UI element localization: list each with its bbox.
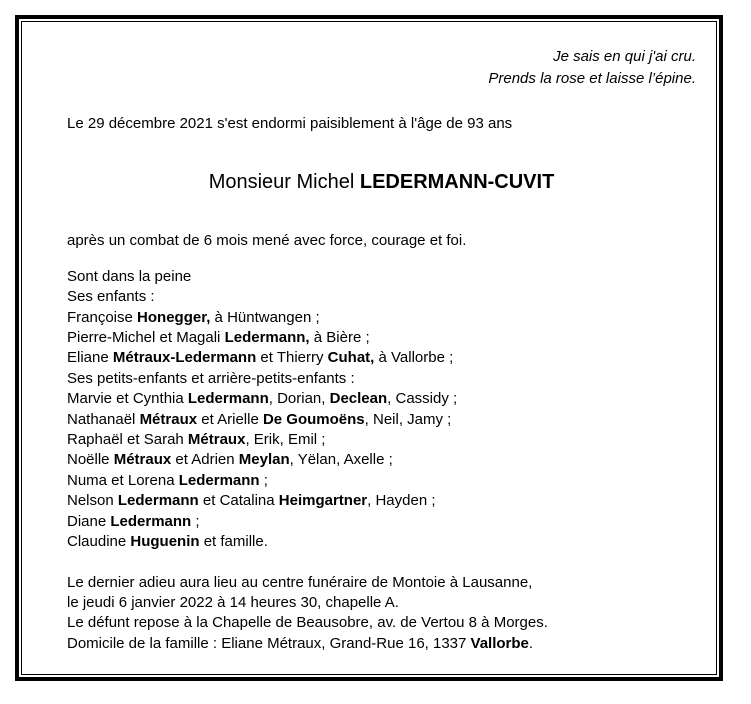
text-line: Marvie et Cynthia Ledermann, Dorian, Declean, Cassidy ; bbox=[67, 390, 458, 408]
text-line: Le dernier adieu aura lieu au centre funéraire de Montoie à Lausanne, bbox=[67, 573, 533, 591]
text-line: le jeudi 6 janvier 2022 à 14 heures 30, chapelle A. bbox=[67, 593, 399, 611]
inner-border-frame bbox=[21, 21, 717, 675]
text-line: Nathanaël Métraux et Arielle De Goumoëns, Neil, Jamy ; bbox=[67, 410, 452, 428]
combat-line: après un combat de 6 mois mené avec force, courage et foi. bbox=[67, 232, 467, 250]
text-line: Nelson Ledermann et Catalina Heimgartner, Hayden ; bbox=[67, 492, 436, 510]
text-line: Raphaël et Sarah Métraux, Erik, Emil ; bbox=[67, 431, 326, 449]
text-line: Pierre-Michel et Magali Ledermann, à Bière ; bbox=[67, 329, 370, 347]
text-line: Ses enfants : bbox=[67, 288, 155, 306]
text-line: Domicile de la famille : Eliane Métraux, Grand-Rue 16, 1337 Vallorbe. bbox=[67, 634, 534, 652]
epigraph bbox=[67, 46, 696, 90]
text-line: Noëlle Métraux et Adrien Meylan, Yëlan, Axelle ; bbox=[67, 451, 393, 469]
text-line: Sont dans la peine bbox=[67, 267, 192, 285]
family-list bbox=[67, 267, 696, 553]
text-line: Prends la rose et laisse l’épine. bbox=[488, 70, 696, 87]
death-announcement-line: Le 29 décembre 2021 s'est endormi paisiblement à l'âge de 93 ans bbox=[67, 115, 513, 132]
text-line: Diane Ledermann ; bbox=[67, 512, 200, 530]
text-line: Numa et Lorena Ledermann ; bbox=[67, 471, 268, 489]
text-line: Françoise Honegger, à Hüntwangen ; bbox=[67, 308, 320, 326]
text-line: Le défunt repose à la Chapelle de Beausobre, av. de Vertou 8 à Morges. bbox=[67, 614, 548, 632]
funeral-info bbox=[67, 573, 696, 655]
text-line: Claudine Huguenin et famille. bbox=[67, 533, 268, 551]
text-line: Je sais en qui j'ai cru. bbox=[553, 48, 696, 65]
outer-border-frame bbox=[15, 15, 723, 681]
text-line: Ses petits-enfants et arrière-petits-enfants : bbox=[67, 369, 355, 387]
deceased-name: Monsieur Michel LEDERMANN-CUVIT bbox=[208, 171, 555, 194]
text-line: Eliane Métraux-Ledermann et Thierry Cuhat, à Vallorbe ; bbox=[67, 349, 454, 367]
